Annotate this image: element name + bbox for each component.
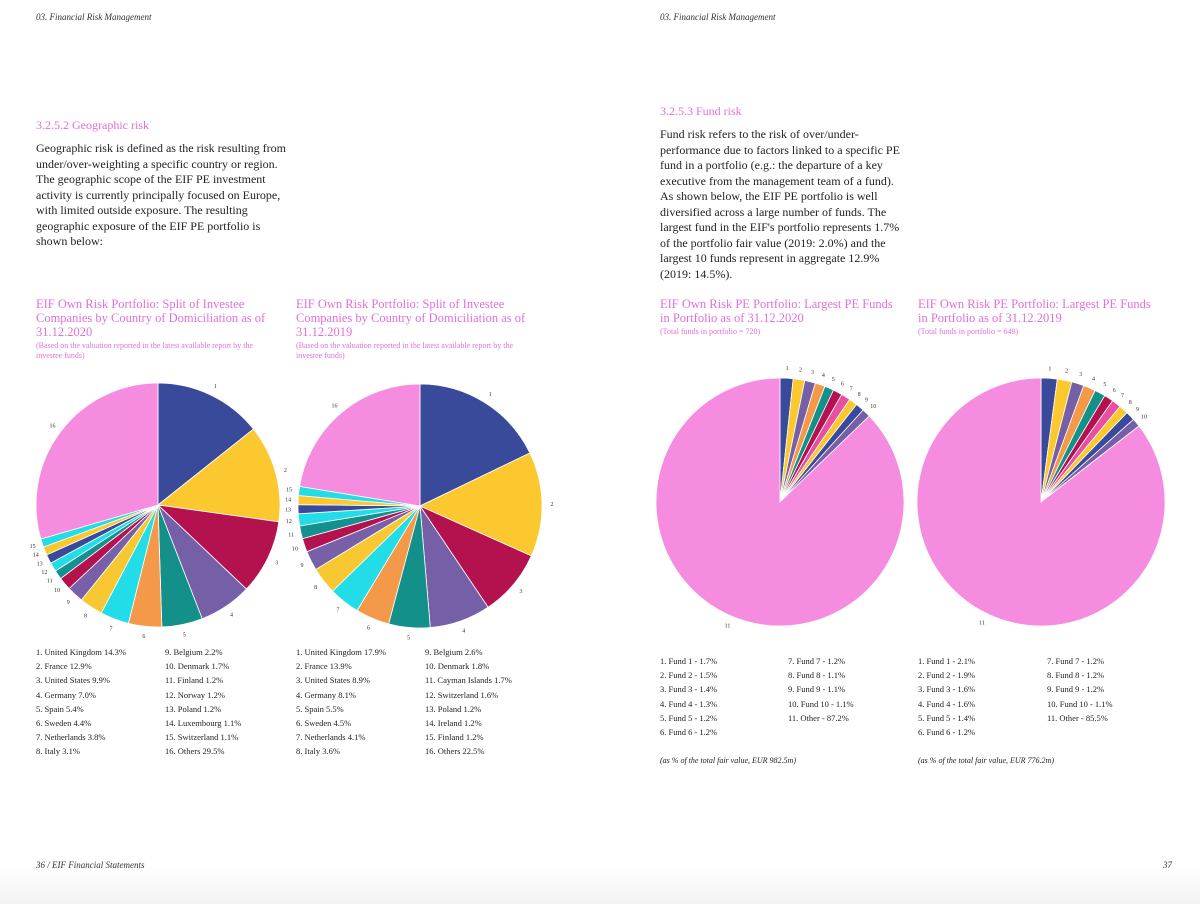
chart-2019-countries <box>296 297 526 361</box>
page-bottom-fade <box>0 864 1200 904</box>
legend-item: 11. Other - 85.5% <box>1047 712 1108 723</box>
legend-col1 <box>36 645 126 759</box>
legend-col2 <box>165 645 241 759</box>
legend-col2 <box>425 645 512 759</box>
chart-2020-funds <box>660 297 900 337</box>
pie-chart-2020-funds <box>655 362 910 632</box>
legend-col1 <box>660 654 717 739</box>
chart-2020-countries <box>36 297 266 361</box>
slice-label: 4 <box>821 373 825 380</box>
legend-item: 7. Netherlands 4.1% <box>296 732 366 743</box>
fund-risk-body: Fund risk refers to the risk of over/under-performance due to factors linked to a specific PE fund in a portfolio (e.g.: the departure of a key executive from the management team of a fund). As shown below, the EIF PE portfolio is well diversified across a large number of funds. The largest fund in the EIF's portfolio represents 1.7% of the portfolio fair value (2019: 2.0%) and the largest 10 funds represent in aggregate 12.9% (2019: 14.5%). <box>660 127 900 281</box>
legend-item: 14. Ireland 1.2% <box>425 718 482 729</box>
page-footer-right: 37 <box>1163 860 1172 870</box>
slice-label: 5 <box>406 635 410 642</box>
slice-label: 16 <box>331 403 338 410</box>
legend-item: 3. Fund 3 - 1.4% <box>660 684 718 695</box>
legend-item: 1. Fund 1 - 1.7% <box>660 656 718 666</box>
legend-item: 14. Luxembourg 1.1% <box>165 718 242 729</box>
slice-label: 4 <box>230 612 234 619</box>
legend-item: 11. Finland 1.2% <box>165 675 224 686</box>
slice-label: 11 <box>979 620 985 627</box>
chart-title: EIF Own Risk Portfolio: Split of Investee Companies by Country of Domiciliation as of 31.12.2020 <box>36 297 266 339</box>
legend-item: 11. Cayman Islands 1.7% <box>425 675 512 686</box>
legend-item: 9. Belgium 2.2% <box>165 647 223 657</box>
legend-item: 5. Spain 5.4% <box>36 703 84 714</box>
slice-label: 14 <box>285 497 292 504</box>
legend-item: 15. Finland 1.2% <box>425 732 484 743</box>
slice-label: 15 <box>29 544 36 551</box>
legend-item: 5. Spain 5.5% <box>296 703 344 714</box>
legend-item: 1. United Kingdom 17.9% <box>296 647 386 657</box>
chart-subtitle: (Based on the valuation reported in the latest available report by the investee funds) <box>36 341 254 360</box>
slice-label: 9 <box>66 599 70 606</box>
slice-label: 8 <box>84 613 88 620</box>
legend-item: 6. Fund 6 - 1.2% <box>918 727 976 738</box>
slice-label: 3 <box>1079 372 1083 379</box>
legend-col2 <box>1047 654 1113 725</box>
slice-label: 8 <box>857 391 861 398</box>
slice-label: 7 <box>336 607 340 614</box>
pie-chart-2019-funds <box>913 362 1173 632</box>
legend-item: 3. Fund 3 - 1.6% <box>918 684 976 695</box>
slice-label: 14 <box>32 552 39 559</box>
slice-label: 11 <box>288 532 295 539</box>
page-header-left: 03. Financial Risk Management <box>36 12 152 22</box>
slice-label: 3 <box>275 560 279 567</box>
legend-item: 7. Fund 7 - 1.2% <box>1047 656 1105 666</box>
legend-item: 11. Other - 87.2% <box>788 712 849 723</box>
legend-item: 12. Switzerland 1.6% <box>425 689 499 700</box>
legend-item: 9. Fund 9 - 1.2% <box>1047 684 1105 695</box>
chart-2019-funds <box>918 297 1158 337</box>
slice-label: 2 <box>1065 368 1069 375</box>
slice-label: 9 <box>1136 407 1140 414</box>
legend-item: 2. Fund 2 - 1.9% <box>918 670 976 681</box>
geographic-risk-title: 3.2.5.2 Geographic risk <box>36 118 149 132</box>
chart-subtitle: (Based on the valuation reported in the latest available report by the investee funds) <box>296 341 514 360</box>
legend-item: 16. Others 22.5% <box>425 746 485 757</box>
slice-label: 13 <box>36 561 43 568</box>
slice-label: 2 <box>799 367 803 374</box>
legend-item: 2. France 12.9% <box>36 661 92 672</box>
slice-label: 6 <box>366 625 370 632</box>
legend-item: 5. Fund 5 - 1.2% <box>660 712 718 723</box>
legend-item: 4. Germany 8.1% <box>296 689 356 700</box>
page-header-right: 03. Financial Risk Management <box>660 12 776 22</box>
legend-item: 7. Netherlands 3.8% <box>36 732 106 743</box>
legend-item: 6. Fund 6 - 1.2% <box>660 727 718 738</box>
slice-label: 4 <box>1091 376 1095 383</box>
legend-item: 12. Norway 1.2% <box>165 689 225 700</box>
slice-label: 8 <box>314 584 318 591</box>
slice-label: 16 <box>49 423 56 430</box>
legend-item: 2. France 13.9% <box>296 661 352 672</box>
legend-item: 3. United States 8.9% <box>296 675 370 686</box>
legend-item: 8. Italy 3.6% <box>296 746 340 757</box>
legend-item: 7. Fund 7 - 1.2% <box>788 656 846 666</box>
legend-item: 2. Fund 2 - 1.5% <box>660 670 718 681</box>
slice-label: 10 <box>292 546 299 553</box>
legend-item: 13. Poland 1.2% <box>425 703 482 714</box>
slice-label: 10 <box>54 588 61 595</box>
pie-slice <box>300 384 420 506</box>
slice-label: 2 <box>550 502 554 509</box>
slice-label: 6 <box>1112 387 1116 394</box>
slice-label: 13 <box>285 507 292 514</box>
legend-item: 16. Others 29.5% <box>165 746 225 757</box>
slice-label: 8 <box>1128 400 1132 407</box>
legend-item: 8. Italy 3.1% <box>36 746 80 757</box>
pie-chart-2019-countries <box>285 372 558 642</box>
chart-title: EIF Own Risk Portfolio: Split of Investee Companies by Country of Domiciliation as of 31.12.2019 <box>296 297 526 339</box>
geographic-risk-body: Geographic risk is defined as the risk resulting from under/over-weighting a specific country or region. The geographic scope of the EIF PE investment activity is currently principally focused on Europe, with limited outside exposure. The resulting geographic exposure of the EIF PE portfolio is shown below: <box>36 141 286 248</box>
slice-label: 5 <box>831 377 835 384</box>
slice-label: 7 <box>109 626 113 633</box>
slice-label: 1 <box>1048 366 1052 373</box>
chart-note: (as % of the total fair value, EUR 776.2m) <box>918 756 1054 765</box>
slice-label: 9 <box>300 563 304 570</box>
legend-col1 <box>296 645 386 759</box>
chart-subtitle: (Total funds in portfolio = 720) <box>660 327 761 336</box>
legend-item: 3. United States 9.9% <box>36 675 110 686</box>
slice-label: 11 <box>724 623 731 630</box>
slice-label: 1 <box>213 384 217 391</box>
legend-item: 10. Denmark 1.7% <box>165 661 230 672</box>
legend-item: 9. Fund 9 - 1.1% <box>788 684 846 695</box>
legend-item: 13. Poland 1.2% <box>165 703 222 714</box>
slice-label: 7 <box>1120 393 1124 400</box>
slice-label: 5 <box>1103 382 1107 389</box>
legend-item: 1. United Kingdom 14.3% <box>36 647 126 657</box>
chart-title: EIF Own Risk PE Portfolio: Largest PE Funds in Portfolio as of 31.12.2020 <box>660 297 893 325</box>
slice-label: 3 <box>811 370 815 377</box>
legend-item: 6. Sweden 4.4% <box>36 718 92 729</box>
slice-label: 4 <box>462 628 466 635</box>
slice-label: 2 <box>283 468 287 475</box>
slice-label: 5 <box>182 632 186 639</box>
chart-title: EIF Own Risk PE Portfolio: Largest PE Funds in Portfolio as of 31.12.2019 <box>918 297 1151 325</box>
legend-item: 9. Belgium 2.6% <box>425 647 483 657</box>
legend-item: 4. Fund 4 - 1.3% <box>660 698 718 709</box>
legend-col2 <box>788 654 854 725</box>
slice-label: 1 <box>488 392 492 399</box>
legend-item: 10. Denmark 1.8% <box>425 661 490 672</box>
legend-col1 <box>918 654 975 739</box>
legend-item: 8. Fund 8 - 1.1% <box>788 670 846 681</box>
slice-label: 10 <box>870 403 877 410</box>
slice-label: 1 <box>785 366 789 373</box>
slice-label: 15 <box>286 487 293 494</box>
legend-item: 10. Fund 10 - 1.1% <box>788 698 854 709</box>
slice-label: 6 <box>142 634 146 641</box>
slice-label: 6 <box>840 381 844 388</box>
slice-label: 12 <box>41 570 48 577</box>
page-footer-left: 36 / EIF Financial Statements <box>36 860 145 870</box>
slice-label: 7 <box>849 386 853 393</box>
fund-risk-title: 3.2.5.3 Fund risk <box>660 104 742 118</box>
legend-item: 4. Fund 4 - 1.6% <box>918 698 976 709</box>
legend-item: 1. Fund 1 - 2.1% <box>918 656 976 666</box>
slice-label: 11 <box>46 578 53 585</box>
legend-item: 5. Fund 5 - 1.4% <box>918 712 976 723</box>
slice-label: 3 <box>519 589 523 596</box>
chart-subtitle: (Total funds in portfolio = 649) <box>918 327 1019 336</box>
legend-item: 8. Fund 8 - 1.2% <box>1047 670 1105 681</box>
legend-item: 4. Germany 7.0% <box>36 689 96 700</box>
slice-label: 9 <box>864 397 868 404</box>
slice-label: 10 <box>1140 414 1147 421</box>
pie-chart-2020-countries <box>28 375 298 640</box>
legend-item: 6. Sweden 4.5% <box>296 718 352 729</box>
slice-label: 12 <box>285 519 292 526</box>
chart-note: (as % of the total fair value, EUR 982.5m) <box>660 756 796 765</box>
legend-item: 10. Fund 10 - 1.1% <box>1047 698 1113 709</box>
legend-item: 15. Switzerland 1.1% <box>165 732 239 743</box>
